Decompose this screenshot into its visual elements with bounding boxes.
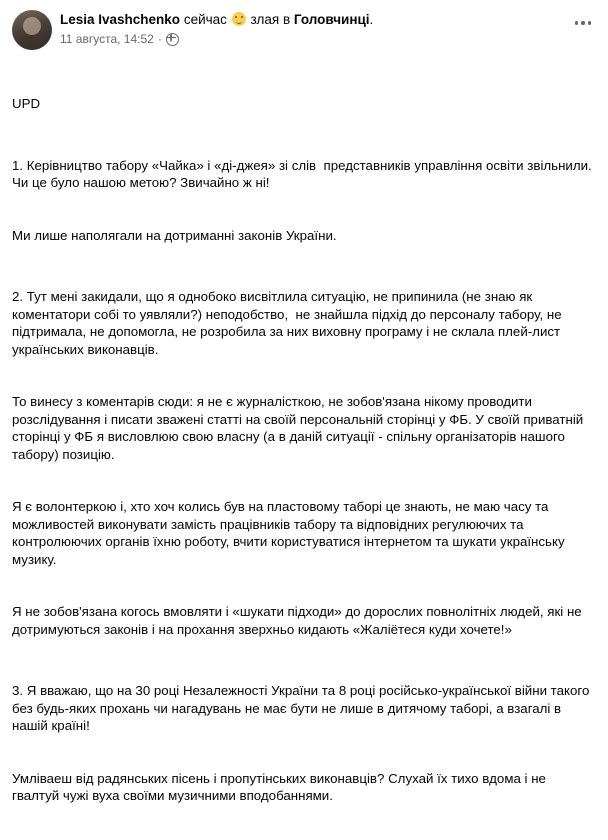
post-body [12,60,596,840]
post-header [12,10,596,50]
feeling-text: злая в [250,12,291,27]
post-header-text [60,10,596,47]
post-paragraph: Я не зобов'язана когось вмовляти і «шукати підходи» до дорослих повнолітніх людей, які не дотримуються законів і на прохання зверхньо кидають «Жаліётеся куди хочете!» [12,604,586,637]
author-name[interactable]: Lesia Ivashchenko [60,12,181,27]
post-paragraph: Умліваеш від радянських пісень і пропутінських виконавців? Слухай їх тихо вдома і не гвалтуй чужі вуха своїми музичними вподобаннями. [12,770,550,803]
post-paragraph: UPD [12,96,41,111]
post-author-line [60,11,596,29]
globe-icon[interactable] [166,33,179,46]
status-prefix: сейчас [183,12,227,27]
dot [581,21,585,25]
post-meta [60,31,596,47]
post-period: . [369,12,374,27]
dot [588,21,592,25]
dot [575,21,579,25]
post-paragraph: Я є волонтеркою і, хто хоч колись був на пластовому таборі це знають, не маю часу та можливостей виконувати замість працівників табору та відповідних регулюючих та контролюючих органів їхню роботу, вчити користуватися інтернетом та шукати українську музику. [12,499,569,567]
more-options-icon[interactable] [572,16,594,30]
avatar[interactable] [12,10,52,50]
post-paragraph: Ми лише наполягали на дотриманні законів України. [12,227,337,243]
post-paragraph: 1. Керівництво табору «Чайка» і «ді-джея» зі слів представників управління освіти звільнили. Чи це було нашою метою? Звичайно ж ні! [12,157,596,190]
meta-separator: · [157,32,162,46]
post-paragraph: 2. Тут мені закидали, що я однобоко висвітлила ситуацію, не припинила (не знаю як коментатори собі то уявляли?) неподобство, не знайшла підхід до персоналу табору, не підтримала, не допомогла, не розробила за них виховну програму і не склала плей-лист українських виконавців. [12,289,566,357]
timestamp[interactable]: 11 августа, 14:52 [60,32,154,46]
slightly-smiling-face-icon [232,12,246,26]
post-paragraph: То винесу з коментарів сюди: я не є журналісткою, не зобов'язана нікому проводити розслідування і писати зважені статті на своїй персональній сторінці у ФБ. У своїй приватній сторінці у ФБ я висловлюю свою власну (а в даній ситуації - спільну організаторів нашого табору) позицію. [12,394,587,462]
post-paragraph: 3. Я вважаю, що на 30 році Незалежності України та 8 році російсько-української війни такого без будь-яких прохань чи нагадувань не має бути не лише в дитячому таборі, а взагалі в нашій країні! [12,683,594,733]
location-link[interactable]: Головчинці [293,12,370,27]
